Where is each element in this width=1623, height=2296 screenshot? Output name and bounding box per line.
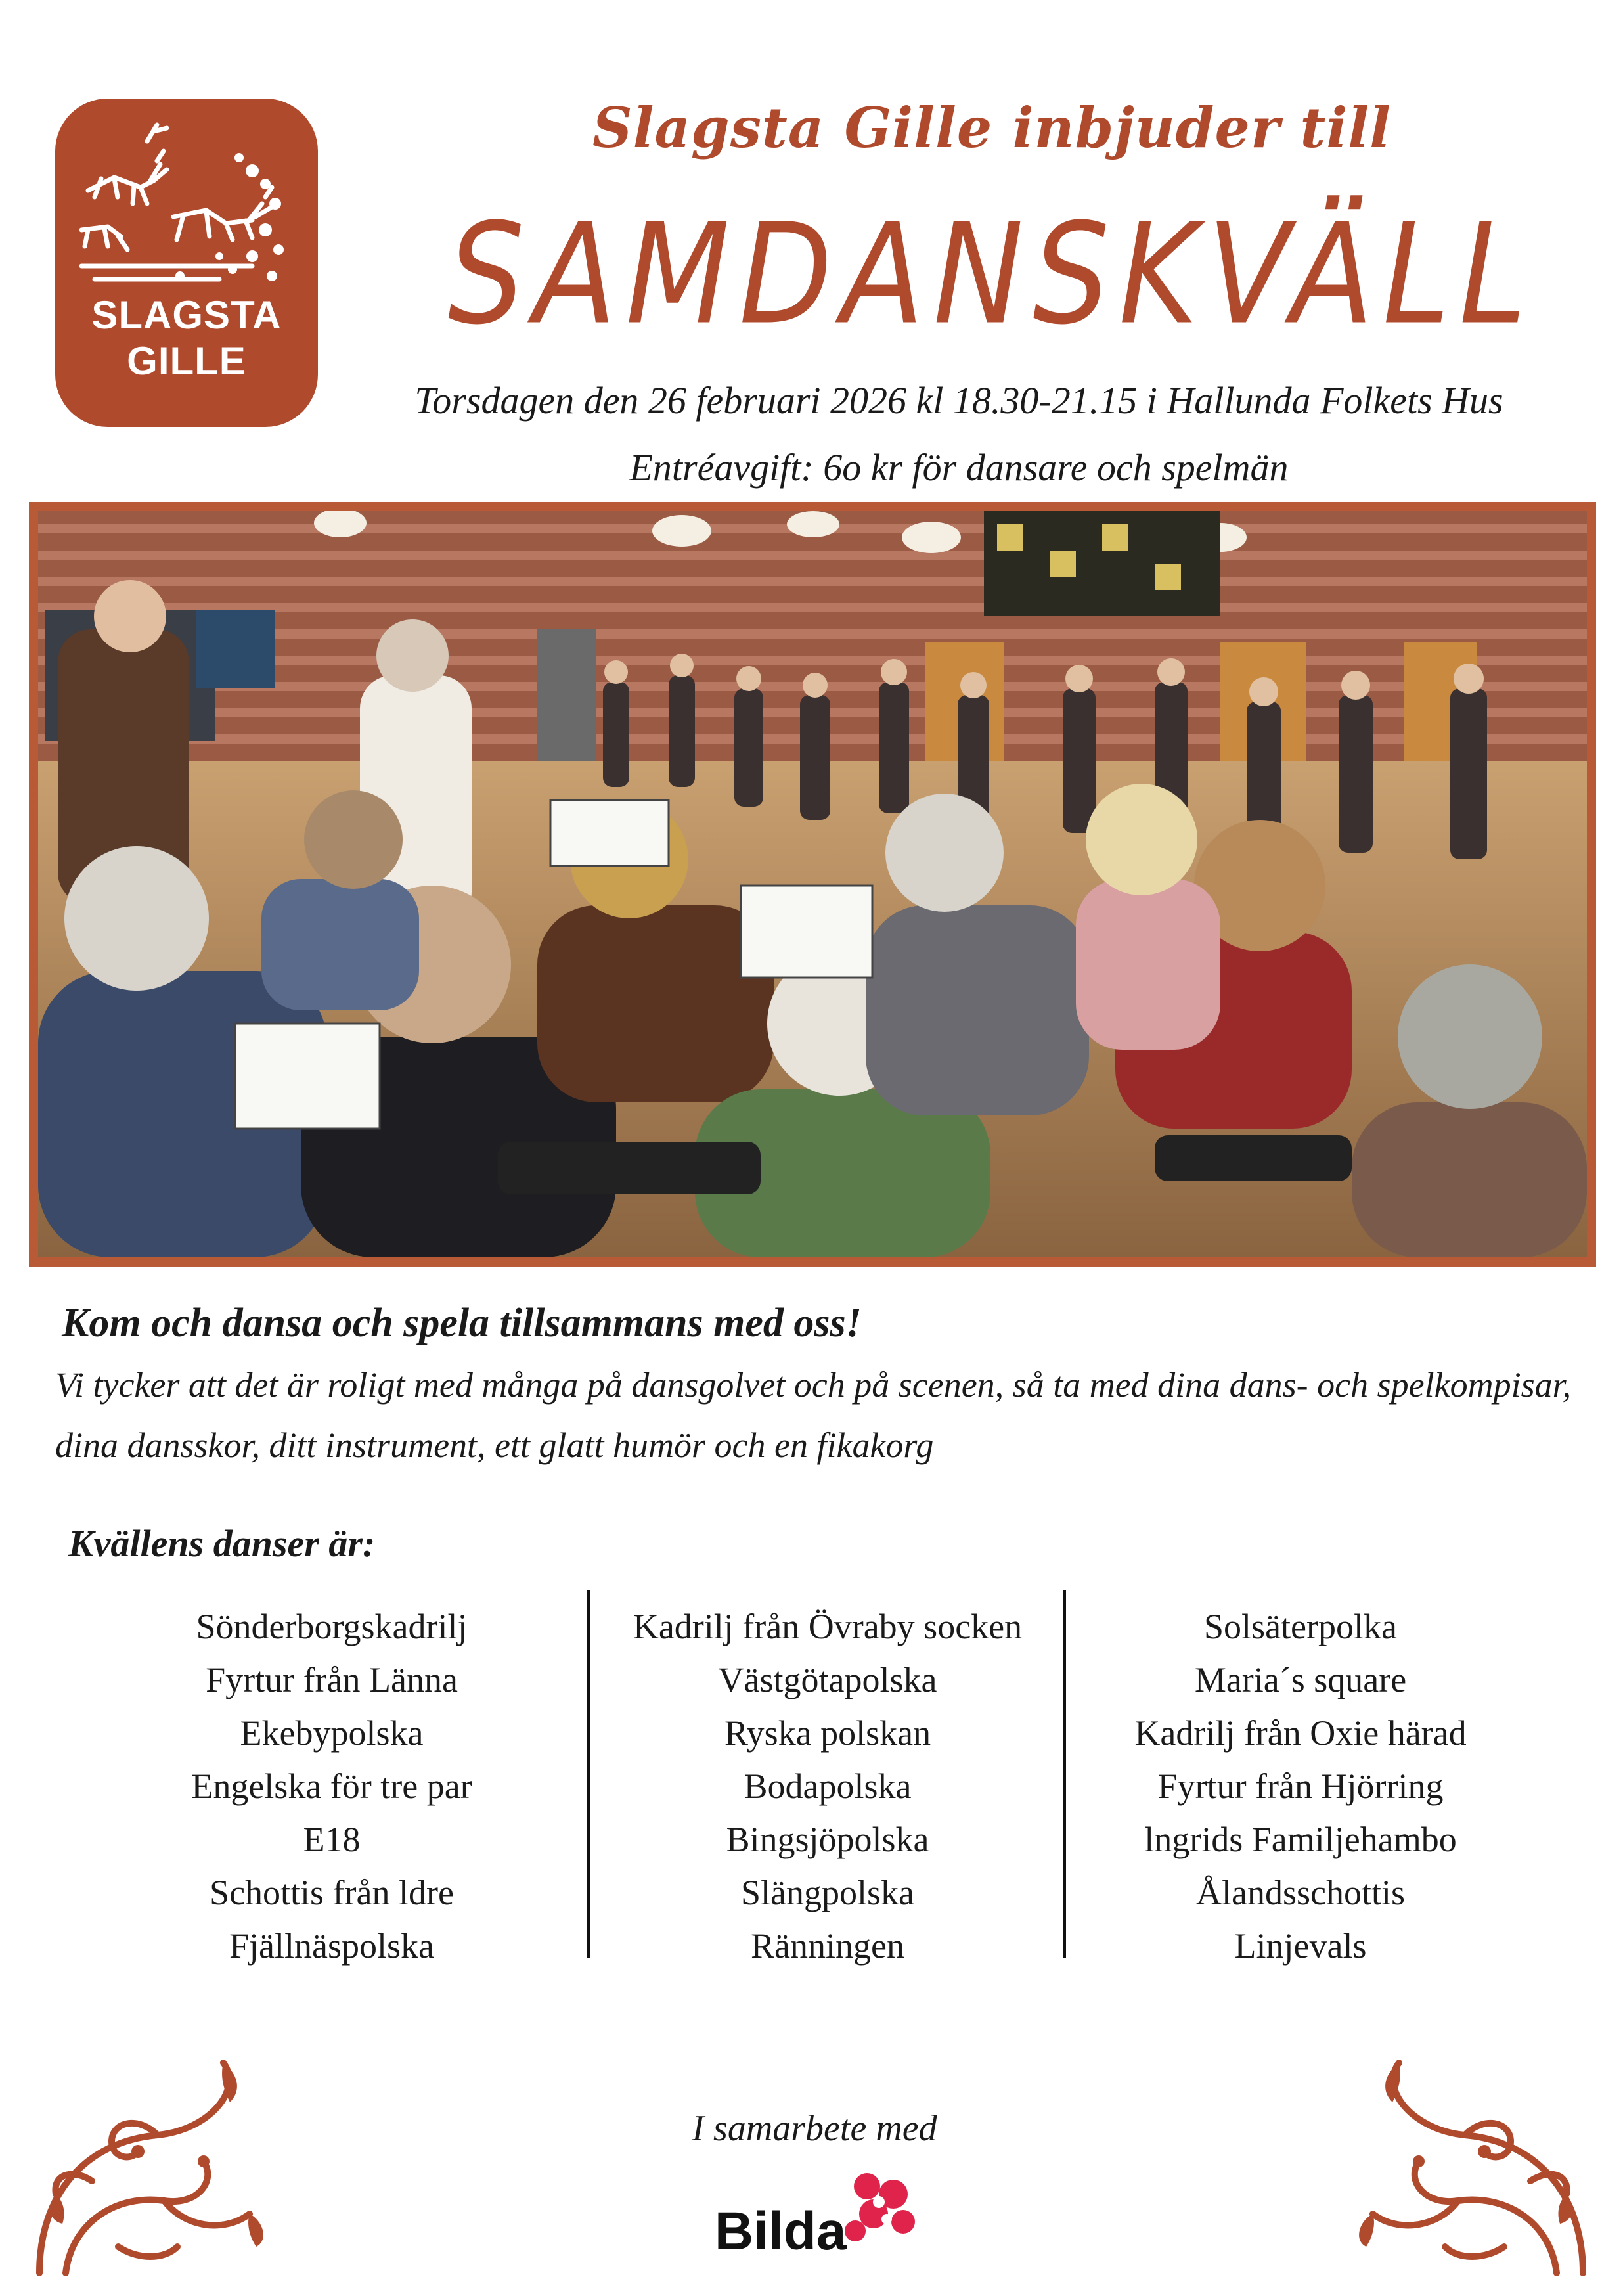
dance-item: Solsäterpolka	[1204, 1607, 1397, 1646]
dance-item: Kadrilj från Oxie härad	[1134, 1713, 1467, 1753]
logo-line-2: GILLE	[127, 339, 246, 383]
dance-item: Slängpolska	[741, 1873, 914, 1912]
column-divider	[587, 1590, 590, 1958]
logo-wordmark	[55, 292, 318, 384]
dance-column-1	[92, 1600, 571, 1973]
dance-item: Ryska polskan	[724, 1713, 931, 1753]
flourish-ornament-right	[1346, 2050, 1596, 2286]
dance-item: Ekebypolska	[240, 1713, 424, 1753]
dance-item: E18	[303, 1820, 361, 1859]
dance-item: Fyrtur från Hjörring	[1157, 1767, 1444, 1806]
dance-item: Bodapolska	[744, 1767, 912, 1806]
invitation-heading: Kom och dansa och spela tillsammans med oss!	[62, 1301, 862, 1345]
dance-item: Kadrilj från Övraby socken	[633, 1607, 1023, 1646]
partner-label: I samarbete med	[692, 2108, 937, 2149]
dance-item: Schottis från ldre	[210, 1873, 454, 1912]
dance-item: Ålandsschottis	[1196, 1873, 1405, 1912]
dance-item: Maria´s square	[1194, 1660, 1407, 1699]
dance-column-3	[1064, 1600, 1537, 1973]
dance-item: Engelska för tre par	[191, 1767, 472, 1806]
logo-line-1: SLAGSTA	[91, 293, 282, 337]
dance-item: Linjevals	[1234, 1926, 1367, 1966]
dances-heading: Kvällens danser är:	[68, 1522, 376, 1565]
bilda-wordmark: Bilda	[715, 2201, 847, 2261]
dance-item: Bingsjöpolska	[726, 1820, 929, 1859]
dance-item: Västgötapolska	[718, 1660, 937, 1699]
event-date-location: Torsdagen den 26 februari 2026 kl 18.30-21.15 i Hallunda Folkets Hus	[414, 379, 1503, 422]
dance-item: Sönderborgskadrilj	[196, 1607, 468, 1646]
invitation-text: Vi tycker att det är roligt med många på dansgolvet och på scenen, så ta med dina dans- och spelkompisar, dina dansskor, ditt instrument, ett glatt humör och en fikakorg	[55, 1365, 1572, 1465]
dance-hall-photo	[38, 511, 1587, 1257]
dance-item: Ränningen	[751, 1926, 904, 1966]
dance-item: lngrids Familjehambo	[1144, 1820, 1457, 1859]
flourish-ornament-left	[26, 2050, 276, 2286]
event-subtitle: Slagsta Gille inbjuder till	[592, 95, 1392, 160]
dance-item: Fyrtur från Länna	[206, 1660, 458, 1699]
dance-item: Fjällnäspolska	[229, 1926, 434, 1966]
entry-fee: Entréavgift: 6o kr för dansare och spelmän	[629, 446, 1289, 489]
event-title: SAMDANSKVÄLL	[447, 193, 1536, 356]
dance-column-2	[591, 1600, 1064, 1973]
